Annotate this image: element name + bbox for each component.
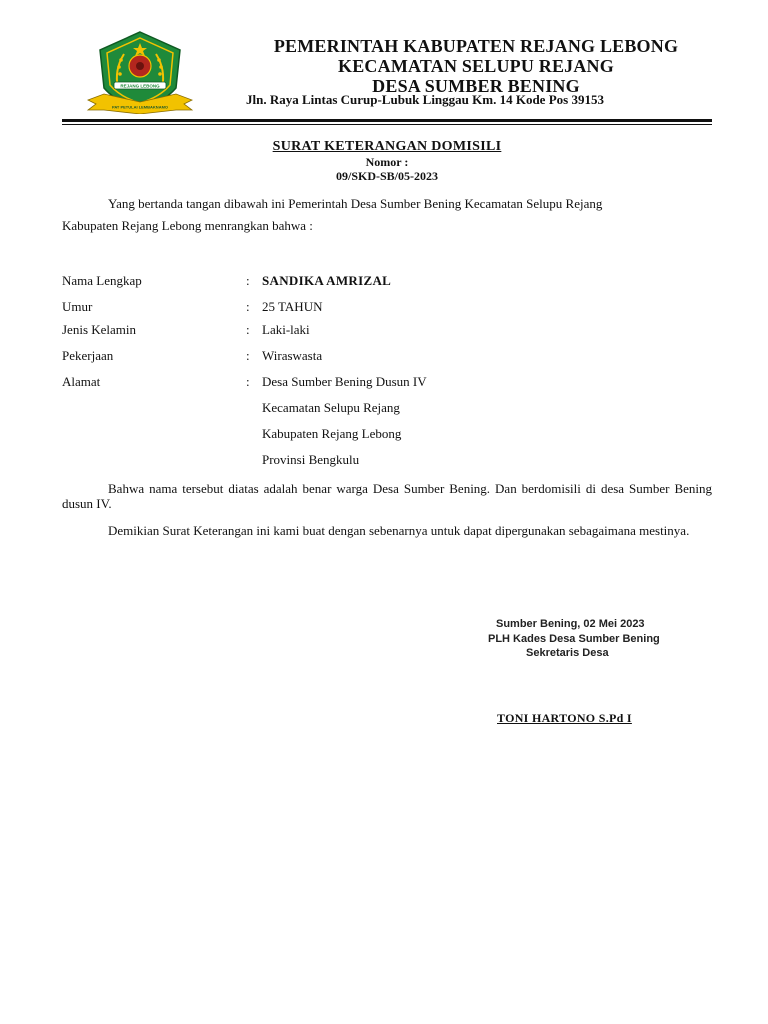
address-continuation: Kecamatan Selupu Rejang (262, 400, 400, 415)
detail-row-gender (62, 322, 712, 340)
detail-value: 25 TAHUN (262, 299, 323, 314)
svg-text:PAT PETULAI LEMBAKNAMO: PAT PETULAI LEMBAKNAMO (111, 104, 169, 110)
detail-label: Pekerjaan (62, 348, 114, 363)
detail-colon: : (246, 299, 250, 314)
detail-value: SANDIKA AMRIZAL (262, 273, 392, 288)
intro-paragraph (62, 193, 712, 237)
detail-label: Umur (62, 299, 93, 314)
district-name: KECAMATAN SELUPU REJANG (338, 56, 614, 76)
intro-line-1: Yang bertanda tangan dibawah ini Pemerintah Desa Sumber Bening Kecamatan Selupu Rejang (108, 196, 603, 211)
government-name: PEMERINTAH KABUPATEN REJANG LEBONG (273, 36, 679, 56)
address-continuation: Kabupaten Rejang Lebong (262, 426, 402, 441)
detail-value: Laki-laki (262, 322, 310, 337)
address-line-district (62, 400, 712, 418)
address-continuation: Provinsi Bengkulu (262, 452, 360, 467)
detail-row-address (62, 374, 712, 392)
detail-row-name (62, 273, 712, 291)
document-title-block (62, 139, 712, 183)
closing-paragraph: Demikian Surat Keterangan ini kami buat dengan sebenarnya untuk dapat dipergunakan sebagaimana mestinya. (108, 523, 690, 538)
detail-label: Jenis Kelamin (62, 322, 137, 337)
detail-label: Alamat (62, 374, 101, 389)
detail-row-age (62, 299, 712, 317)
signature-role: Sekretaris Desa (526, 647, 609, 659)
address-line-province (62, 452, 712, 470)
svg-text:REJANG LEBONG: REJANG LEBONG (120, 83, 160, 89)
detail-colon: : (246, 348, 250, 363)
village-name: DESA SUMBER BENING (372, 76, 580, 96)
letterhead-divider-thick (62, 119, 712, 122)
detail-value: Wiraswasta (262, 348, 323, 363)
address-line-regency (62, 426, 712, 444)
document-number: 09/SKD-SB/05-2023 (335, 169, 438, 183)
document-number-label: Nomor : (365, 155, 409, 169)
detail-label: Nama Lengkap (62, 273, 142, 288)
letterhead-divider-thin (62, 124, 712, 125)
detail-value: Desa Sumber Bening Dusun IV (262, 374, 427, 389)
document-title: SURAT KETERANGAN DOMISILI (272, 139, 502, 154)
signature-position: PLH Kades Desa Sumber Bening (488, 633, 660, 645)
detail-colon: : (246, 273, 250, 288)
office-address: Jln. Raya Lintas Curup-Lubuk Linggau Km. 14 Kode Pos 39153 (246, 92, 604, 107)
signer-name: TONI HARTONO S.Pd I (497, 711, 632, 725)
statement-paragraph: Bahwa nama tersebut diatas adalah benar warga Desa Sumber Bening. Dan berdomisili di desa Sumber Bening dusun IV. (62, 481, 712, 511)
detail-colon: : (246, 374, 250, 389)
letterhead (196, 36, 756, 96)
detail-colon: : (246, 322, 250, 337)
regency-emblem-icon (84, 30, 196, 114)
intro-line-2: Kabupaten Rejang Lebong menrangkan bahwa : (62, 218, 313, 233)
detail-row-occupation (62, 348, 712, 366)
signature-place-date: Sumber Bening, 02 Mei 2023 (496, 618, 645, 630)
